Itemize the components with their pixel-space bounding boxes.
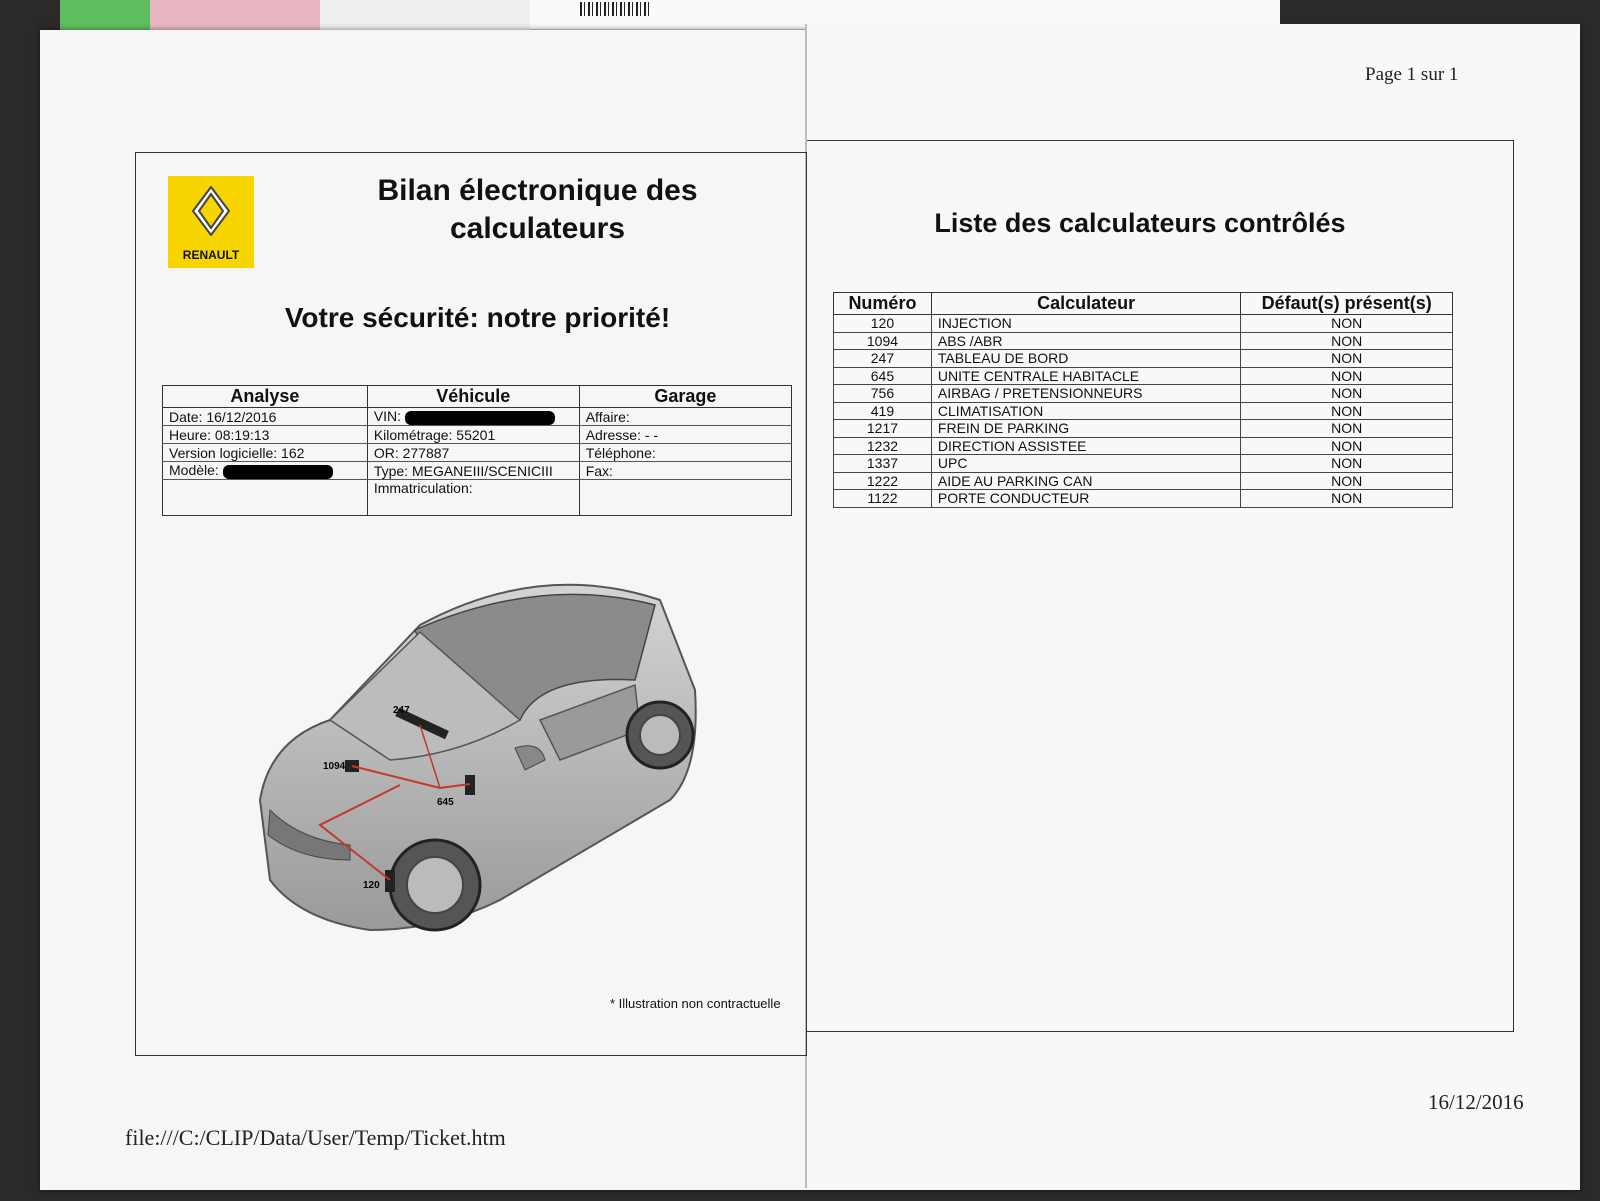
list-title: Liste des calculateurs contrôlés (934, 208, 1346, 238)
calc-number: 120 (834, 315, 932, 333)
table-row (834, 315, 1453, 333)
vehicule-type: Type: MEGANEIII/SCENICIII (367, 462, 579, 480)
vehicule-kilometrage: Kilométrage: 55201 (367, 426, 579, 444)
table-row (163, 480, 792, 516)
redaction-mark (405, 411, 555, 425)
calc-name: DIRECTION ASSISTEE (931, 437, 1240, 455)
page-subtitle: Votre sécurité: notre priorité! (284, 302, 671, 333)
calc-defaut: NON (1241, 455, 1453, 473)
calc-name: UNITE CENTRALE HABITACLE (931, 367, 1240, 385)
table-row (834, 332, 1453, 350)
table-row (834, 490, 1453, 508)
car-label-1094: 1094 (323, 761, 346, 772)
calc-number: 419 (834, 402, 932, 420)
col-vehicule: Véhicule (367, 386, 579, 408)
calc-name: ABS /ABR (931, 332, 1240, 350)
footer-date: 16/12/2016 (1428, 1090, 1524, 1114)
analyse-version: Version logicielle: 162 (163, 444, 368, 462)
table-row (163, 444, 792, 462)
calc-number: 645 (834, 367, 932, 385)
barcode (580, 2, 650, 16)
col-calculateur: Calculateur (931, 293, 1240, 315)
garage-adresse: Adresse: - - (579, 426, 791, 444)
page-title: Bilan électronique des calculateurs (377, 174, 698, 245)
table-row (834, 402, 1453, 420)
calc-number: 1232 (834, 437, 932, 455)
calc-defaut: NON (1241, 490, 1453, 508)
col-analyse: Analyse (163, 386, 368, 408)
table-row (834, 350, 1453, 368)
calc-number: 247 (834, 350, 932, 368)
modele-label: Modèle: (169, 462, 219, 479)
calc-name: TABLEAU DE BORD (931, 350, 1240, 368)
car-label-120: 120 (363, 880, 380, 891)
car-label-247: 247 (393, 705, 410, 716)
calc-defaut: NON (1241, 315, 1453, 333)
renault-logo (168, 176, 254, 268)
table-row (834, 385, 1453, 403)
analyse-modele (163, 462, 368, 480)
calc-name: AIDE AU PARKING CAN (931, 472, 1240, 490)
calculators-table-body (834, 315, 1453, 508)
calc-number: 1222 (834, 472, 932, 490)
calc-number: 1217 (834, 420, 932, 438)
calc-number: 1094 (834, 332, 932, 350)
vehicule-immatriculation: Immatriculation: (367, 480, 579, 516)
calc-defaut: NON (1241, 402, 1453, 420)
col-defaut: Défaut(s) présent(s) (1241, 293, 1453, 315)
col-numero: Numéro (834, 293, 932, 315)
calc-defaut: NON (1241, 350, 1453, 368)
car-illustration (240, 570, 720, 950)
vehicule-or: OR: 277887 (367, 444, 579, 462)
garage-affaire: Affaire: (579, 408, 791, 426)
car-label-645: 645 (437, 797, 454, 808)
calc-name: INJECTION (931, 315, 1240, 333)
table-row (834, 367, 1453, 385)
redaction-mark (223, 465, 333, 479)
calc-number: 1337 (834, 455, 932, 473)
footer-file-path: file:///C:/CLIP/Data/User/Temp/Ticket.htm (125, 1125, 506, 1150)
logo-text: RENAULT (182, 248, 240, 262)
calc-number: 1122 (834, 490, 932, 508)
calc-defaut: NON (1241, 332, 1453, 350)
calc-defaut: NON (1241, 367, 1453, 385)
table-row (163, 408, 792, 426)
calc-defaut: NON (1241, 437, 1453, 455)
table-row (834, 420, 1453, 438)
analyse-heure: Heure: 08:19:13 (163, 426, 368, 444)
vin-label: VIN: (373, 408, 402, 425)
calc-name: PORTE CONDUCTEUR (931, 490, 1240, 508)
col-garage: Garage (579, 386, 791, 408)
table-row (163, 426, 792, 444)
page-indicator: Page 1 sur 1 (1365, 64, 1459, 85)
table-row (834, 455, 1453, 473)
right-page-frame (807, 140, 1514, 1032)
calc-defaut: NON (1241, 420, 1453, 438)
garage-telephone: Téléphone: (579, 444, 791, 462)
calc-name: FREIN DE PARKING (931, 420, 1240, 438)
table-row (834, 437, 1453, 455)
table-row (834, 472, 1453, 490)
calc-name: CLIMATISATION (931, 402, 1240, 420)
analyse-date: Date: 16/12/2016 (163, 408, 368, 426)
renault-diamond-icon (192, 186, 230, 236)
calc-name: UPC (931, 455, 1240, 473)
illustration-disclaimer: * Illustration non contractuelle (610, 996, 781, 1011)
info-table (162, 385, 792, 516)
vehicule-vin (367, 408, 579, 426)
garage-fax: Fax: (579, 462, 791, 480)
calculators-table (833, 292, 1453, 508)
calc-defaut: NON (1241, 385, 1453, 403)
calc-number: 756 (834, 385, 932, 403)
table-row (163, 462, 792, 480)
calc-name: AIRBAG / PRETENSIONNEURS (931, 385, 1240, 403)
calc-defaut: NON (1241, 472, 1453, 490)
